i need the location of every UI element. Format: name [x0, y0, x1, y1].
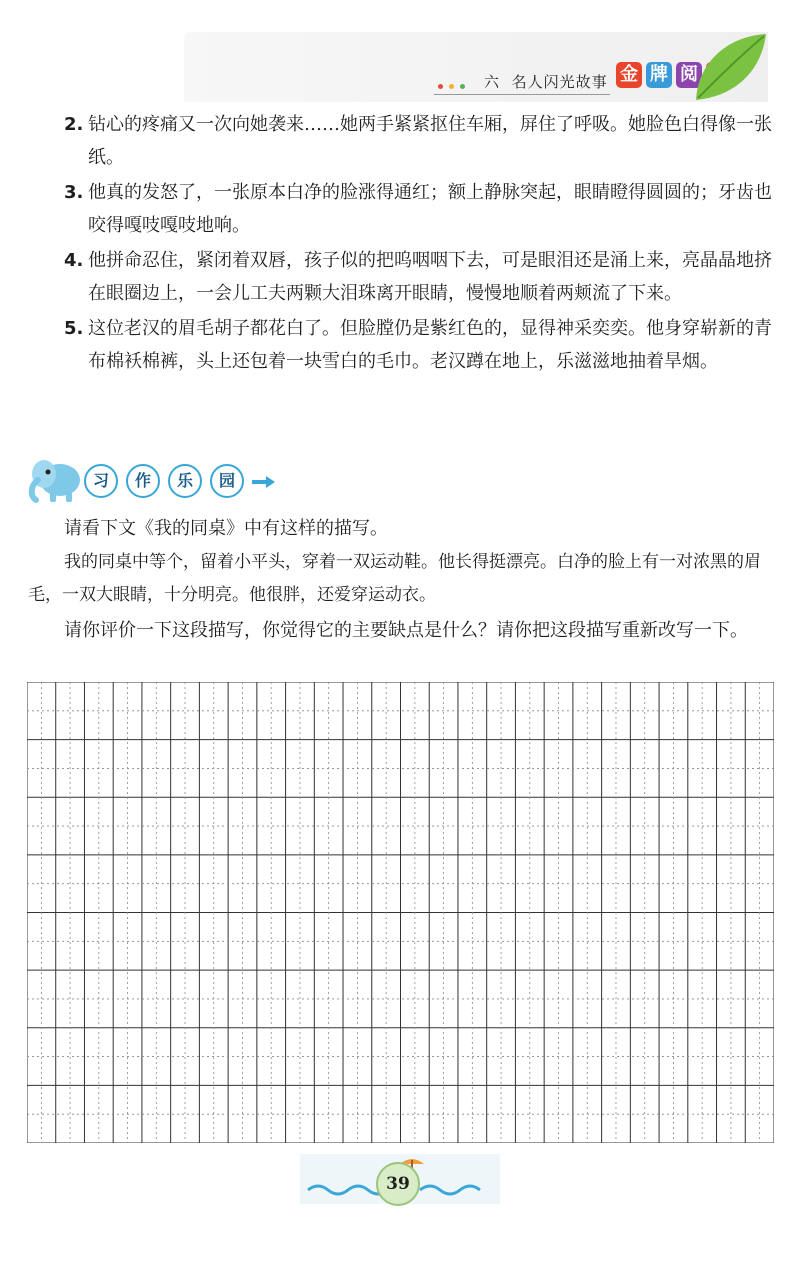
section-title-char: 园	[210, 464, 244, 498]
chapter-number: 六	[484, 73, 501, 91]
question-item	[64, 108, 774, 174]
question-number: 4.	[64, 250, 84, 271]
header-rule	[434, 94, 610, 95]
page-number: 39	[376, 1162, 420, 1206]
question-number: 2.	[64, 114, 84, 135]
question-list	[64, 108, 774, 380]
brand-char-2: 牌	[646, 62, 672, 88]
exercise-passage: 我的同桌中等个，留着小平头，穿着一双运动鞋。他长得挺漂亮。白净的脸上有一对浓黑的眉毛，一双大眼睛，十分明亮。他很胖，还爱穿运动衣。	[28, 552, 761, 605]
question-item	[64, 244, 774, 310]
question-item	[64, 312, 774, 378]
question-text: 钻心的疼痛又一次向她袭来……她两手紧紧抠住车厢，屏住了呼吸。她脸色白得像一张纸。	[88, 114, 772, 168]
section-title-badges	[84, 464, 276, 498]
chapter-heading	[484, 71, 608, 92]
writing-grid[interactable]	[27, 682, 774, 1143]
brand-char-1: 金	[616, 62, 642, 88]
section-title-char: 习	[84, 464, 118, 498]
question-text: 这位老汉的眉毛胡子都花白了。但脸膛仍是紫红色的，显得神采奕奕。他身穿崭新的青布棉袄棉裤，头上还包着一块雪白的毛巾。老汉蹲在地上，乐滋滋地抽着旱烟。	[88, 318, 772, 372]
question-text: 他拼命忍住，紧闭着双唇，孩子似的把呜咽咽下去，可是眼泪还是涌上来，亮晶晶地挤在眼圈边上，一会儿工夫两颗大泪珠离开眼睛，慢慢地顺着两颊流了下来。	[88, 250, 772, 304]
exercise-task: 请你评价一下这段描写，你觉得它的主要缺点是什么？请你把这段描写重新改写一下。	[64, 620, 748, 641]
chapter-title: 名人闪光故事	[511, 73, 608, 91]
header-dots-decoration	[438, 74, 471, 93]
leaf-icon	[688, 32, 768, 104]
arrow-right-icon	[252, 475, 276, 489]
section-title-char: 作	[126, 464, 160, 498]
question-number: 3.	[64, 182, 84, 203]
section-title-char: 乐	[168, 464, 202, 498]
question-number: 5.	[64, 318, 84, 339]
question-text: 他真的发怒了，一张原本白净的脸涨得通红；额上静脉突起，眼睛瞪得圆圆的；牙齿也咬得嘎吱嘎吱地响。	[88, 182, 772, 236]
question-item	[64, 176, 774, 242]
brand-char-3: 阅	[676, 62, 702, 88]
elephant-icon	[26, 450, 86, 506]
exercise-intro: 请看下文《我的同桌》中有这样的描写。	[64, 518, 388, 539]
